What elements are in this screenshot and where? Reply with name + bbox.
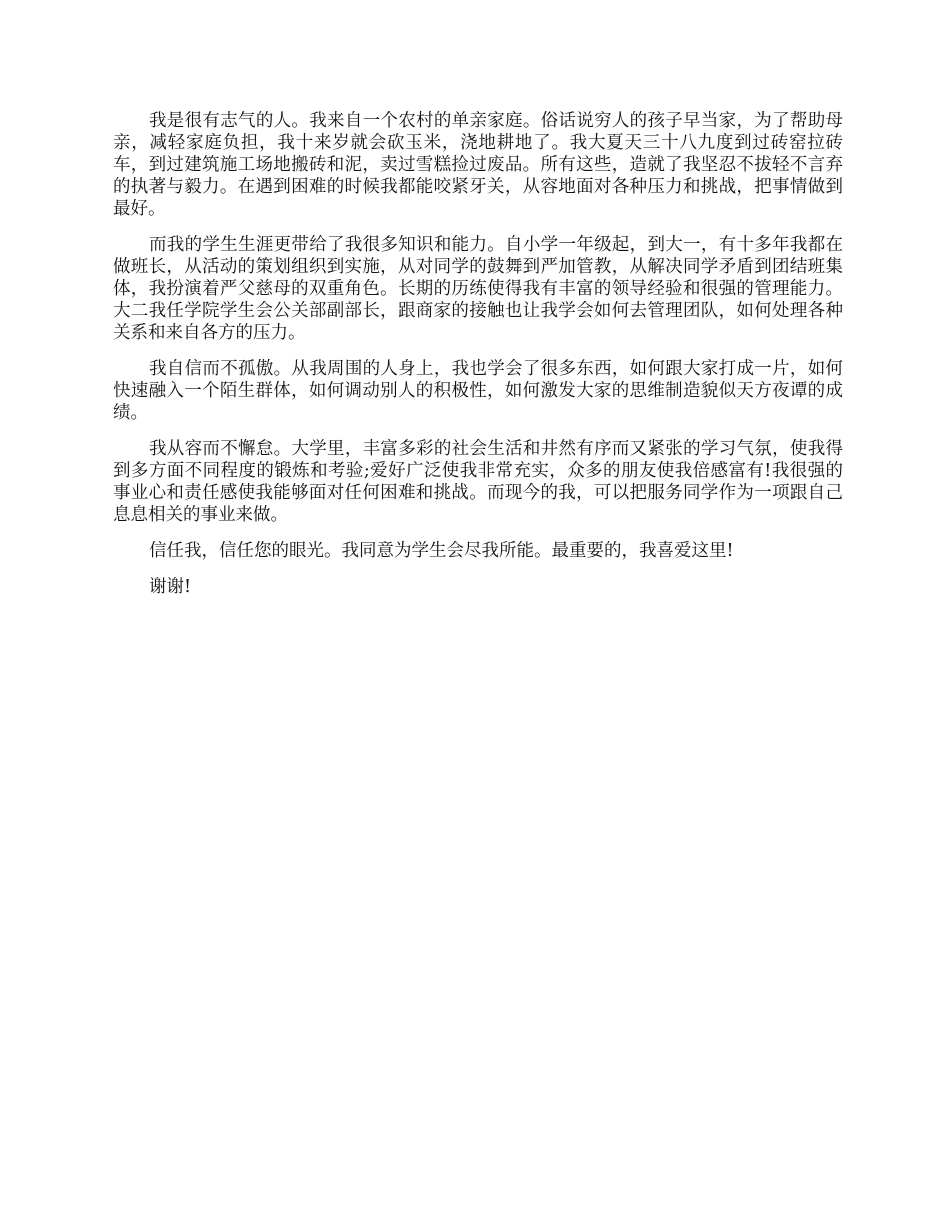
- paragraph-1: 我是很有志气的人。我来自一个农村的单亲家庭。俗话说穷人的孩子早当家，为了帮助母亲，减轻家庭负担，我十来岁就会砍玉米，浇地耕地了。我大夏天三十八九度到过砖窑拉砖车，到过建筑施工场地搬砖和泥，卖过雪糕捡过废品。所有这些，造就了我坚忍不拔轻不言弃的执著与毅力。在遇到困难的时候我都能咬紧牙关，从容地面对各种压力和挑战，把事情做到最好。: [113, 111, 843, 219]
- document-body: [113, 110, 843, 612]
- paragraph-5: 信任我，信任您的眼光。我同意为学生会尽我所能。最重要的，我喜爱这里!: [149, 541, 734, 561]
- paragraph-6-thanks: 谢谢!: [149, 577, 192, 597]
- paragraph-3: 我自信而不孤傲。从我周围的人身上，我也学会了很多东西，如何跟大家打成一片，如何快速融入一个陌生群体，如何调动别人的积极性，如何激发大家的思维制造貌似天方夜谭的成绩。: [113, 359, 843, 423]
- paragraph-4: 我从容而不懈怠。大学里，丰富多彩的社会生活和井然有序而又紧张的学习气氛，使我得到多方面不同程度的锻炼和考验;爱好广泛使我非常充实，众多的朋友使我倍感富有!我很强的事业心和责任感使我能够面对任何困难和挑战。而现今的我，可以把服务同学作为一项跟自己息息相关的事业来做。: [113, 439, 843, 525]
- paragraph-2: 而我的学生生涯更带给了我很多知识和能力。自小学一年级起，到大一，有十多年我都在做班长，从活动的策划组织到实施，从对同学的鼓舞到严加管教，从解决同学矛盾到团结班集体，我扮演着严父慈母的双重角色。长期的历练使得我有丰富的领导经验和很强的管理能力。大二我任学院学生会公关部副部长，跟商家的接触也让我学会如何去管理团队，如何处理各种关系和来自各方的压力。: [113, 235, 843, 343]
